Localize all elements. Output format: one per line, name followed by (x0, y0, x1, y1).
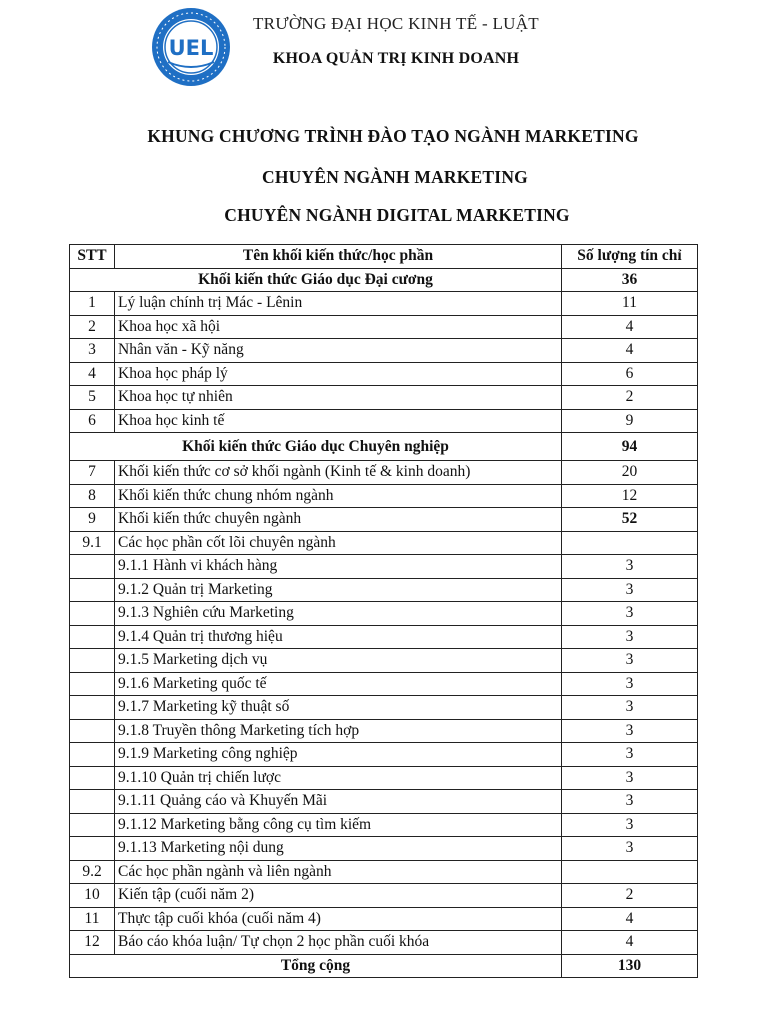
row-name: Kiến tập (cuối năm 2) (115, 884, 562, 908)
row-credits: 4 (562, 315, 698, 339)
row-credits: 3 (562, 696, 698, 720)
row-stt: 6 (70, 409, 115, 433)
table-row (70, 743, 698, 767)
row-stt: 9.1 (70, 531, 115, 555)
row-stt (70, 813, 115, 837)
row-name: Khoa học pháp lý (115, 362, 562, 386)
row-credits: 9 (562, 409, 698, 433)
row-credits: 3 (562, 602, 698, 626)
row-credits: 3 (562, 672, 698, 696)
total-row (70, 954, 698, 978)
university-name: TRƯỜNG ĐẠI HỌC KINH TẾ - LUẬT (253, 14, 539, 33)
row-credits: 4 (562, 907, 698, 931)
table-row (70, 931, 698, 955)
row-credits: 3 (562, 766, 698, 790)
row-name: Khối kiến thức cơ sở khối ngành (Kinh tế & kinh doanh) (115, 461, 562, 485)
row-credits: 12 (562, 484, 698, 508)
row-name: 9.1.8 Truyền thông Marketing tích hợp (115, 719, 562, 743)
table-row (70, 672, 698, 696)
table-row (70, 625, 698, 649)
row-name: Báo cáo khóa luận/ Tự chọn 2 học phần cuối khóa (115, 931, 562, 955)
section-row-general (70, 268, 698, 292)
table-row (70, 531, 698, 555)
program-title: KHUNG CHƯƠNG TRÌNH ĐÀO TẠO NGÀNH MARKETING (147, 126, 639, 146)
row-stt: 1 (70, 292, 115, 316)
row-name: Khối kiến thức chuyên ngành (115, 508, 562, 532)
table-row (70, 837, 698, 861)
table-row (70, 409, 698, 433)
faculty-name: KHOA QUẢN TRỊ KINH DOANH (272, 50, 520, 67)
total-label: Tổng cộng (70, 954, 562, 978)
row-stt: 11 (70, 907, 115, 931)
table-row (70, 766, 698, 790)
row-stt: 9.2 (70, 860, 115, 884)
row-name: Khối kiến thức chung nhóm ngành (115, 484, 562, 508)
row-credits: 6 (562, 362, 698, 386)
table-row (70, 484, 698, 508)
row-stt: 4 (70, 362, 115, 386)
row-credits: 3 (562, 790, 698, 814)
table-row (70, 860, 698, 884)
row-credits: 52 (562, 508, 698, 532)
university-logo (150, 6, 232, 88)
curriculum-table (69, 244, 698, 978)
row-stt (70, 602, 115, 626)
row-credits (562, 860, 698, 884)
major-title: CHUYÊN NGÀNH MARKETING (262, 167, 528, 187)
row-credits: 3 (562, 743, 698, 767)
table-row (70, 315, 698, 339)
row-name: 9.1.12 Marketing bằng công cụ tìm kiếm (115, 813, 562, 837)
table-row (70, 555, 698, 579)
row-name: Khoa học tự nhiên (115, 386, 562, 410)
table-row (70, 884, 698, 908)
row-credits: 2 (562, 386, 698, 410)
row-name: Các học phần cốt lõi chuyên ngành (115, 531, 562, 555)
row-stt: 3 (70, 339, 115, 363)
table-row (70, 790, 698, 814)
table-row (70, 578, 698, 602)
table-row (70, 602, 698, 626)
logo-text: UEL (168, 36, 214, 60)
table-row (70, 907, 698, 931)
table-row (70, 386, 698, 410)
table-row (70, 719, 698, 743)
row-stt: 2 (70, 315, 115, 339)
row-name: Thực tập cuối khóa (cuối năm 4) (115, 907, 562, 931)
table-row (70, 696, 698, 720)
section-row-professional (70, 433, 698, 461)
row-name: Khoa học kinh tế (115, 409, 562, 433)
row-stt: 8 (70, 484, 115, 508)
row-stt (70, 696, 115, 720)
row-credits: 11 (562, 292, 698, 316)
row-name: 9.1.10 Quản trị chiến lược (115, 766, 562, 790)
row-name: Nhân văn - Kỹ năng (115, 339, 562, 363)
row-credits: 3 (562, 719, 698, 743)
row-name: Lý luận chính trị Mác - Lênin (115, 292, 562, 316)
row-stt: 10 (70, 884, 115, 908)
row-stt (70, 743, 115, 767)
row-credits: 3 (562, 555, 698, 579)
row-stt (70, 790, 115, 814)
row-name: 9.1.11 Quảng cáo và Khuyến Mãi (115, 790, 562, 814)
header-credits: Số lượng tín chỉ (562, 245, 698, 269)
row-name: Các học phần ngành và liên ngành (115, 860, 562, 884)
table-row (70, 649, 698, 673)
row-credits: 20 (562, 461, 698, 485)
row-stt: 12 (70, 931, 115, 955)
row-name: 9.1.9 Marketing công nghiệp (115, 743, 562, 767)
table-header-row (70, 245, 698, 269)
row-name: 9.1.6 Marketing quốc tế (115, 672, 562, 696)
section-credits: 94 (562, 433, 698, 461)
table-row (70, 461, 698, 485)
row-name: 9.1.4 Quản trị thương hiệu (115, 625, 562, 649)
section-label: Khối kiến thức Giáo dục Chuyên nghiệp (70, 433, 562, 461)
total-credits: 130 (562, 954, 698, 978)
row-stt: 9 (70, 508, 115, 532)
row-stt (70, 625, 115, 649)
row-credits: 3 (562, 649, 698, 673)
row-credits: 4 (562, 931, 698, 955)
row-stt (70, 649, 115, 673)
row-name: 9.1.13 Marketing nội dung (115, 837, 562, 861)
row-credits: 3 (562, 813, 698, 837)
row-credits: 3 (562, 578, 698, 602)
row-name: 9.1.1 Hành vi khách hàng (115, 555, 562, 579)
row-name: 9.1.3 Nghiên cứu Marketing (115, 602, 562, 626)
row-stt (70, 837, 115, 861)
row-name: 9.1.5 Marketing dịch vụ (115, 649, 562, 673)
section-credits: 36 (562, 268, 698, 292)
row-credits: 4 (562, 339, 698, 363)
row-credits: 3 (562, 837, 698, 861)
row-stt (70, 672, 115, 696)
row-stt (70, 766, 115, 790)
row-name: 9.1.7 Marketing kỹ thuật số (115, 696, 562, 720)
table-row (70, 362, 698, 386)
row-credits (562, 531, 698, 555)
table-row (70, 292, 698, 316)
row-stt: 7 (70, 461, 115, 485)
table-row (70, 339, 698, 363)
row-stt (70, 578, 115, 602)
section-label: Khối kiến thức Giáo dục Đại cương (70, 268, 562, 292)
header-stt: STT (70, 245, 115, 269)
header-name: Tên khối kiến thức/học phần (115, 245, 562, 269)
row-stt (70, 555, 115, 579)
table-row (70, 813, 698, 837)
table-row (70, 508, 698, 532)
row-credits: 3 (562, 625, 698, 649)
row-stt: 5 (70, 386, 115, 410)
row-stt (70, 719, 115, 743)
row-credits: 2 (562, 884, 698, 908)
row-name: Khoa học xã hội (115, 315, 562, 339)
specialization-title: CHUYÊN NGÀNH DIGITAL MARKETING (224, 205, 570, 225)
row-name: 9.1.2 Quản trị Marketing (115, 578, 562, 602)
